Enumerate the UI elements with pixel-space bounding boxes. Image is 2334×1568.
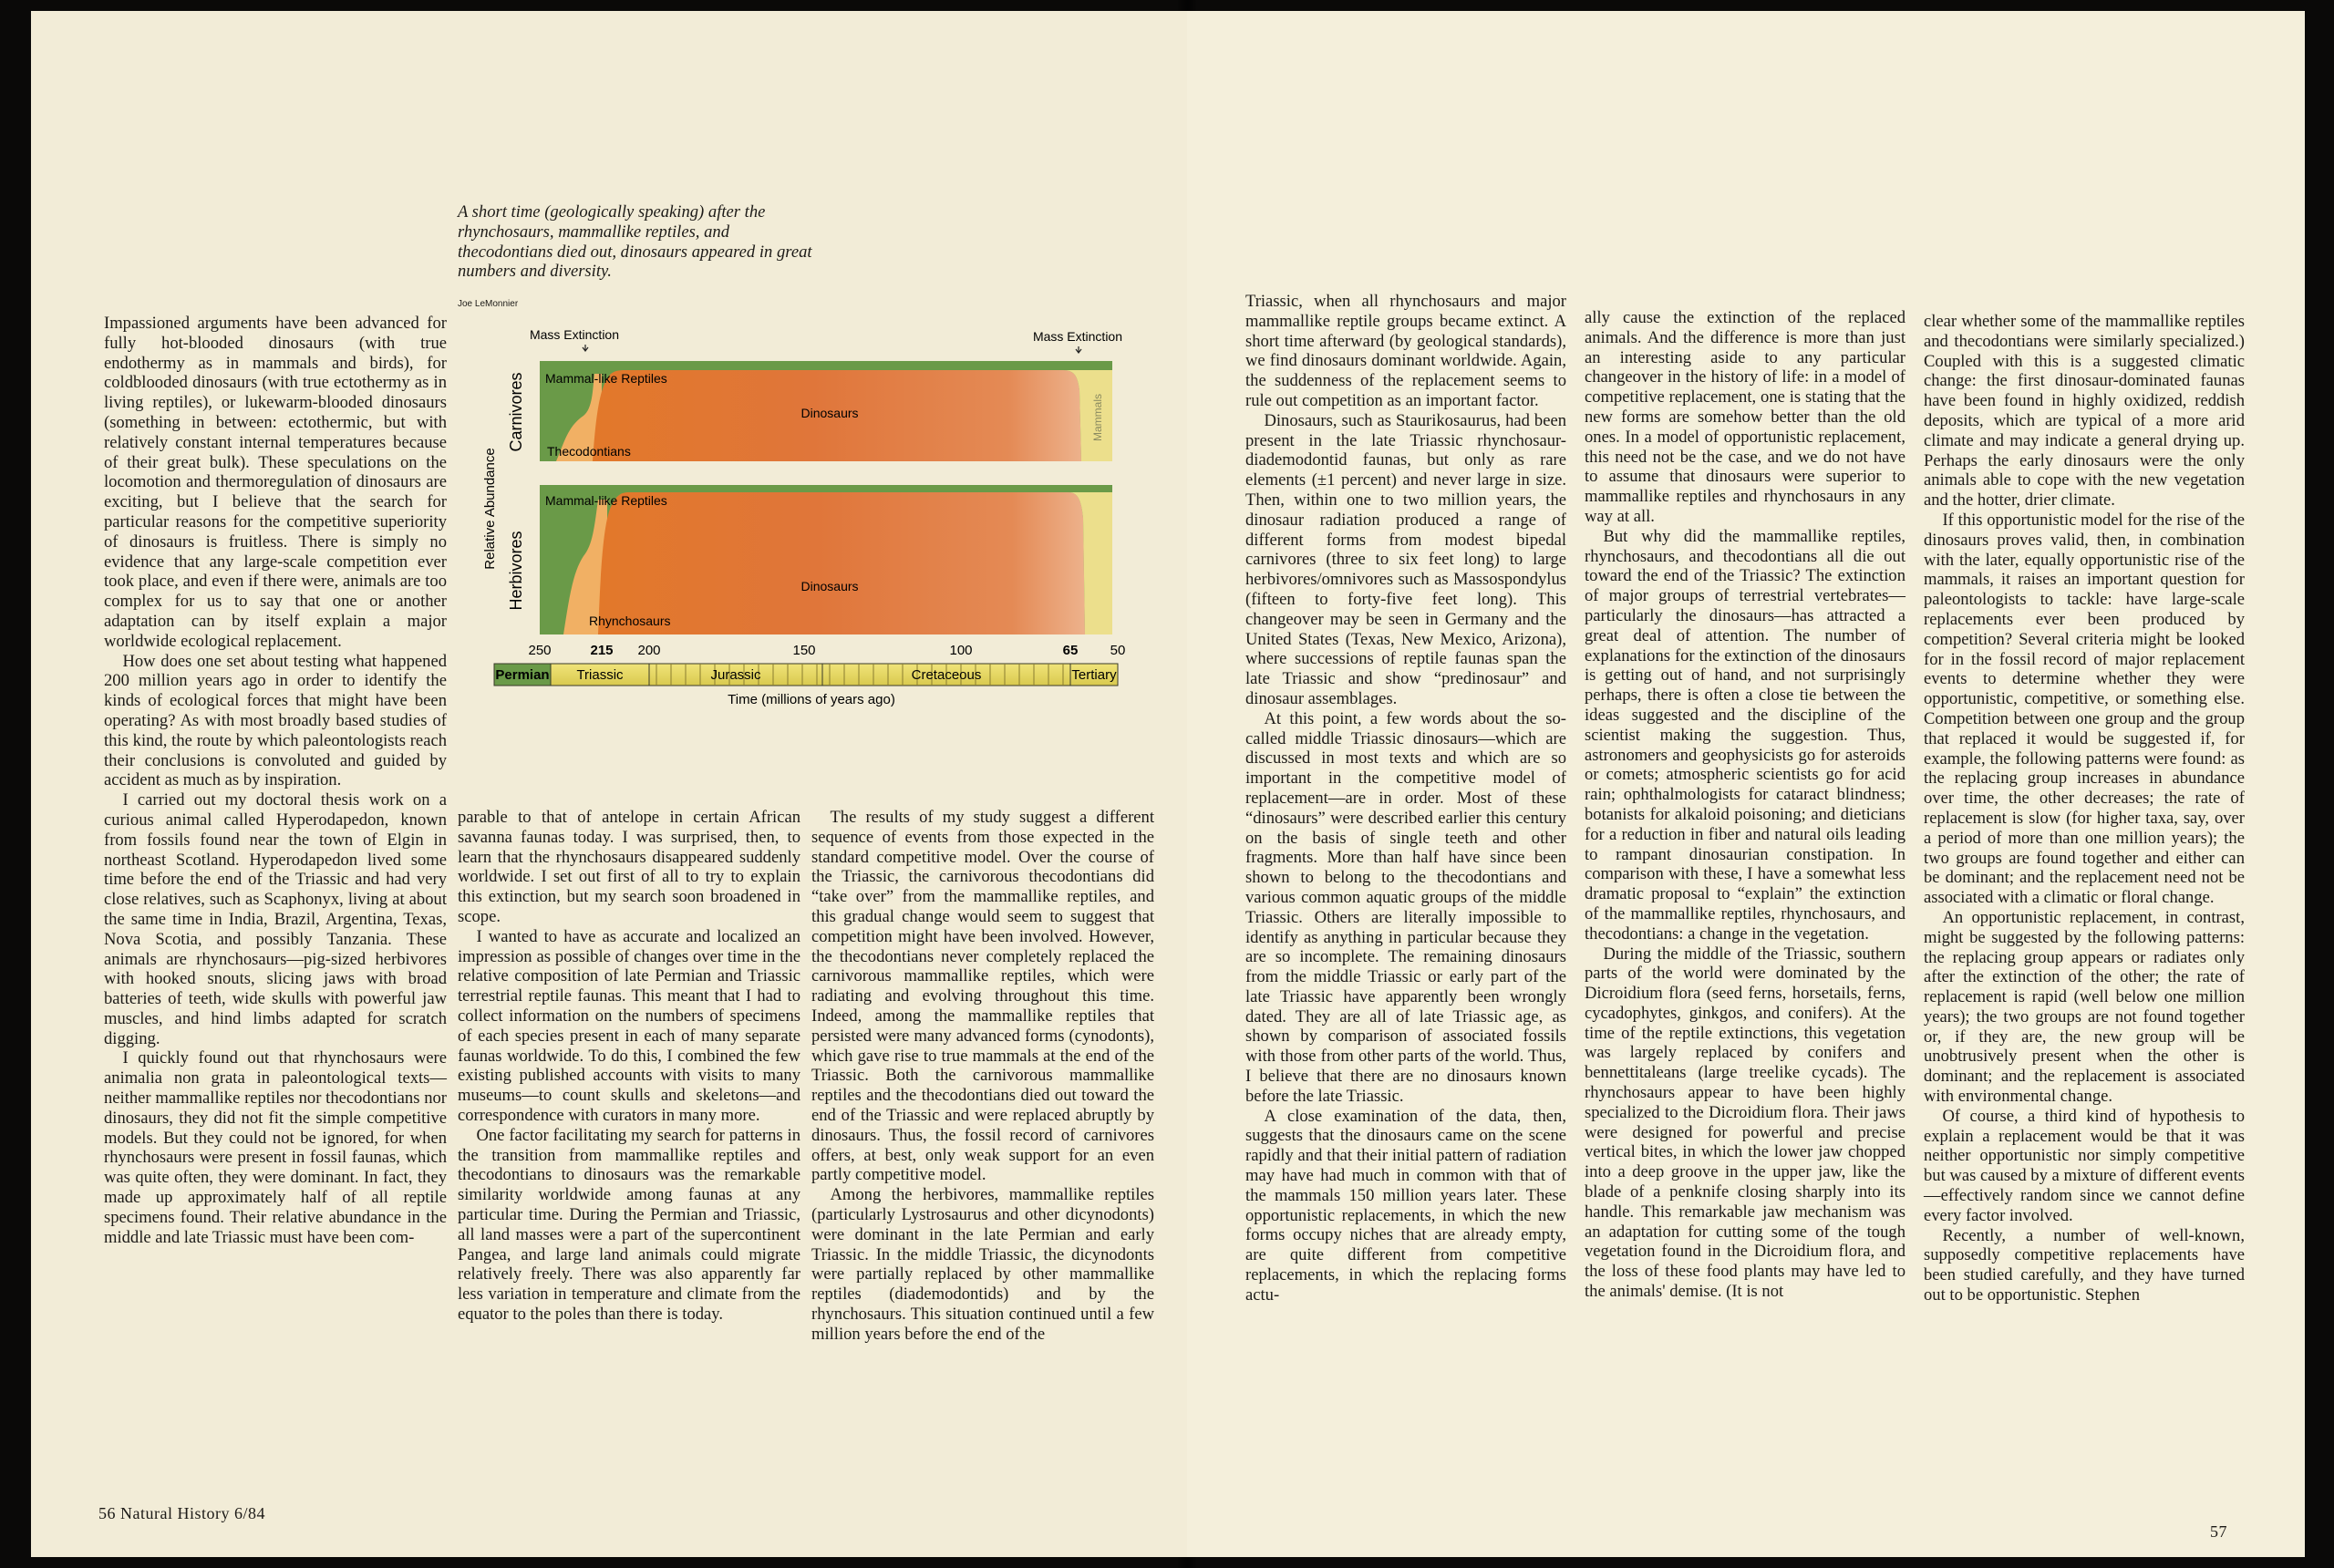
left-column-1	[104, 314, 447, 1247]
herbivores-dinosaurs-area	[598, 492, 1085, 634]
paragraph: Triassic, when all rhynchosaurs and major mammallike reptile groups became extinct. A short time afterward (by geological standards), we find dinosaurs dominant worldwide. Again, the suddenness of the replacement seems to rule out competition as an important factor.	[1245, 292, 1566, 410]
right-column-1	[1245, 292, 1566, 1305]
herbivores-label-dinosaurs: Dinosaurs	[800, 579, 859, 593]
paragraph: ally cause the extinction of the replaced animals. And the difference is more than just an interesting aside to any particular changeover in the history of life: in a model of competitive replacement, one is stating that the new forms are somehow better than the old ones. In a model of opportunistic replacement, this need not be the case, and we do not have to assume that dinosaurs were superior to mammallike reptiles and rhynchosaurs in any way at all.	[1585, 308, 1905, 526]
folio-left: 56 Natural History 6/84	[98, 1504, 265, 1522]
left-column-2	[458, 808, 800, 1325]
paragraph: Impassioned arguments have been advanced for fully hot-blooded dinosaurs (with true endothermy as in mammals and birds), for coldblooded dinosaurs (with true ectothermy as in living reptiles), or lukewarm-blooded dinosaurs (something in between: ectothermic, but with relatively constant internal temperatures because of their great bulk). These speculations on the locomotion and thermoregulation of dinosaurs are exciting, but I believe that the search for particular reasons for the competitive superiority of dinosaurs is fruitless. There is simply no evidence that any large-scale competition ever took place, and even if there were, animals are too complex for us to say that one or another adaptation can by itself explain a major worldwide ecological replacement.	[104, 314, 447, 651]
y-axis-label: Relative Abundance	[482, 448, 498, 570]
herbivores-label-rhynchosaurs: Rhynchosaurs	[589, 614, 671, 628]
paragraph: I carried out my doctoral thesis work on a curious animal called Hyperodapedon, known from fossils found near the town of Elgin in northeast Scotland. Hyperodapedon lived some time before the end of the Triassic and had very close relatives, such as Scaphonyx, living at about the same time in India, Brazil, Argentina, Texas, Nova Scotia, and possibly Tanzania. These animals are rhynchosaurs—pig-sized herbivores with hooked snouts, slicing jaws with broad batteries of teeth, wide skulls with powerful jaw muscles, and hind limbs adapted for scratch digging.	[104, 790, 447, 1048]
carnivores-panel	[540, 361, 1112, 461]
paragraph: parable to that of antelope in certain African savanna faunas today. I was surprised, then, to learn that the rhynchosaurs disappeared suddenly worldwide. I set out first of all to try to explain this extinction, but my search soon broadened in scope.	[458, 808, 800, 926]
mass-extinction-arrow-2	[1076, 346, 1081, 353]
panel-label-herbivores: Herbivores	[507, 531, 525, 611]
carnivores-label-thecodontians: Thecodontians	[547, 444, 631, 459]
tick-150: 150	[792, 643, 816, 658]
paragraph: Recently, a number of well-known, supposedly competitive replacements have been studied carefully, and they have turned out to be opportunistic. Stephen	[1924, 1225, 2245, 1305]
right-column-2	[1585, 308, 1905, 1302]
paragraph: Dinosaurs, such as Staurikosaurus, had been present in the late Triassic rhynchosaur-diademodontid faunas, but only as rare elements (±1 percent) and never large in size. Then, within one to two million years, the dinosaur radiation produced a range of different forms from modest bipedal carnivores (three to six feet long) to large herbivores/omnivores such as Massospondylus (fifteen to forty-five feet long). This changeover may be seen in Germany and the United States (Texas, New Mexico, Arizona), where successions of reptile faunas span the late Triassic and show “predinosaur” and dinosaur assemblages.	[1245, 410, 1566, 708]
paragraph: clear whether some of the mammallike reptiles and thecodontians were similarly specialized.) Coupled with this is a suggested climatic change: the first dinosaur-dominated faunas have been found in highly oxidized, reddish deposits, which are typical of a more arid climate and may indicate a general drying up. Perhaps the early dinosaurs were the only animals able to cope with the new vegetation and the hotter, drier climate.	[1924, 312, 2245, 511]
period-label-permian: Permian	[495, 667, 550, 683]
paragraph: During the middle of the Triassic, southern parts of the world were dominated by the Dicroidium flora (seed ferns, horsetails, ferns, cycadophytes, ginkgos, and conifers). At the time of the reptile extinctions, this vegetation was largely replaced by conifers and bennettitaleans (large treelike cycads). The rhynchosaurs appear to have been highly specialized to the Dicroidium flora. Their jaws were designed for powerful and precise vertical bites, in which the lower jaw chopped into a deep groove in the upper jaw, like the blade of a penknife closing sharply into its handle. This remarkable jaw mechanism was an adaptation for cutting some of the tough vegetation found in the Dicroidium flora, and the loss of these food plants may have led to the animals' demise. (It is not	[1585, 944, 1905, 1302]
paragraph: But why did the mammallike reptiles, rhynchosaurs, and thecodontians all die out toward the end of the Triassic? The extinction of major groups of terrestrial vertebrates—particularly the dinosaurs—has attracted a great deal of attention. The number of explanations for the extinction of the dinosaurs is getting out of hand, and not surprisingly perhaps, there is often a close tie between the ideas suggested and the discipline of the scientist making the suggestion. Thus, astronomers and geophysicists go for asteroids or comets; atmospheric scientists go for acid rain; ophthalmologists for cataract blindness; botanists for alkaloid poisoning; and dieticians for a reduction in fiber and natural oils leading to rampant dinosaurian constipation. In comparison with these, I have a somewhat less dramatic proposal to “explain” the extinction of the mammallike reptiles, rhynchosaurs, and thecodontians: a change in the vegetation.	[1585, 526, 1905, 944]
tick-200: 200	[637, 643, 661, 658]
tick-50: 50	[1110, 643, 1126, 658]
paragraph: How does one set about testing what happened 200 million years ago in order to identify the kinds of ecological forces that might have been operating? As with most broadly based studies of this kind, the route by which paleontologists reach their conclusions is convoluted and guided by accident as much as by inspiration.	[104, 651, 447, 790]
figure-caption: A short time (geologically speaking) after the rhynchosaurs, mammallike reptiles, and thecodontians died out, dinosaurs appeared in great numbers and diversity.	[458, 202, 812, 282]
paragraph: I wanted to have as accurate and localized an impression as possible of changes over time in the relative composition of late Permian and Triassic terrestrial reptile faunas. This meant that I had to collect information on the numbers of specimens of each species present in each of many separate faunas worldwide. To do this, I combined the few existing published accounts with visits to many museums—to count skulls and skeletons—and correspondence with curators in many more.	[458, 926, 800, 1125]
right-page	[1187, 11, 2305, 1557]
paragraph: If this opportunistic model for the rise of the dinosaurs proves valid, then, in combination with the later, equally opportunistic rise of the mammals, it raises an important question for paleontologists to tackle: have large-scale replacements ever been produced by competition? Several criteria might be looked for in the fossil record of major replacement events to determine whether they were opportunistic, competitive, or something else. Competition between one group and the group that replaced it would be suggested if, for example, the following patterns were found: as the replacing group increases in abundance over time, the other decreases; the rate of replacement is slow (for higher taxa, say, over a period of more than one million years); the two groups are found together and either can be dominant; and the replacement need not be associated with a climatic or floral change.	[1924, 510, 2245, 908]
tick-65: 65	[1062, 643, 1079, 658]
period-label-cretaceous: Cretaceous	[911, 667, 982, 683]
tick-250: 250	[528, 643, 552, 658]
mass-extinction-label-1: Mass Extinction	[529, 327, 620, 342]
herbivores-panel	[540, 485, 1112, 634]
abundance-chart	[447, 317, 1158, 810]
left-column-3	[811, 808, 1154, 1345]
period-label-tertiary: Tertiary	[1071, 667, 1117, 683]
left-page	[31, 11, 1187, 1557]
panel-label-carnivores: Carnivores	[507, 372, 525, 452]
carnivores-label-mammals: Mammals	[1091, 393, 1104, 442]
paragraph: At this point, a few words about the so-called middle Triassic dinosaurs—which are discussed in most texts and which are so important in the competitive model of replacement—are in order. Most of these “dinosaurs” were described earlier this century on the basis of single teeth and other fragments. More than half have since been shown to belong to the thecodontians and various common aquatic groups of the middle Triassic. Others are literally impossible to identify as anything in particular because they are so incomplete. The remaining dinosaurs from the middle Triassic or early part of the late Triassic have apparently been wrongly dated. They are all of late Triassic age, as shown by comparison of associated fossils with those from other parts of the world. Thus, I believe that there are no dinosaurs known before the late Triassic.	[1245, 708, 1566, 1106]
paragraph: A close examination of the data, then, suggests that the dinosaurs came on the scene rapidly and that their initial pattern of radiation may have had much in common with that of the mammals 150 million years later. These opportunistic replacements, in which the new forms occupy niches that are already empty, are quite different from competitive replacements, in which the replacing forms actu-	[1245, 1106, 1566, 1305]
paragraph: Of course, a third kind of hypothesis to explain a replacement would be that it was neither opportunistic nor simply competitive but was caused by a mixture of different events—effectively random since we cannot define every factor involved.	[1924, 1106, 2245, 1225]
carnivores-label-dinosaurs: Dinosaurs	[800, 406, 859, 420]
mass-extinction-arrow-1	[583, 345, 588, 351]
paragraph: Among the herbivores, mammallike reptiles (particularly Lystrosaurus and other dicynodonts) were dominant in the late Permian and early Triassic. In the middle Triassic, the dicynodonts were partially replaced by other mammallike reptiles (diademodontids) and by the rhynchosaurs. This situation continued until a few million years before the end of the	[811, 1185, 1154, 1344]
period-label-jurassic: Jurassic	[710, 667, 761, 683]
time-axis	[528, 643, 1125, 658]
paragraph: The results of my study suggest a different sequence of events from those expected in the standard competitive model. Over the course of the Triassic, the carnivorous thecodontians did “take over” from the mammallike reptiles, and this gradual change would seem to suggest that competition might have been involved. However, the thecodontians never completely replaced the carnivorous mammallike reptiles, which were radiating and evolving throughout this time. Indeed, among the mammallike reptiles that persisted were many advanced forms (cynodonts), which gave rise to true mammals at the end of the Triassic. Both the carnivorous mammallike reptiles and the thecodontians died out toward the end of the Triassic and were replaced abruptly by dinosaurs. Thus, the fossil record of carnivores offers, at best, only weak support for an even partly competitive model.	[811, 808, 1154, 1185]
mass-extinction-label-2: Mass Extinction	[1032, 329, 1123, 344]
period-label-triassic: Triassic	[576, 667, 624, 683]
paragraph: One factor facilitating my search for patterns in the transition from mammallike reptiles and thecodontians to dinosaurs was the remarkable similarity worldwide among faunas at any particular time. During the Permian and Triassic, all land masses were a part of the supercontinent Pangea, and large land animals could migrate relatively freely. There was also apparently far less variation in temperature and climate from the equator to the poles than there is today.	[458, 1125, 800, 1324]
figure-credit: Joe LeMonnier	[458, 299, 519, 309]
tick-100: 100	[949, 643, 973, 658]
folio-right: 57	[2210, 1522, 2227, 1541]
x-axis-label: Time (millions of years ago)	[728, 692, 895, 707]
right-column-3	[1924, 312, 2245, 1305]
period-bar	[494, 664, 1118, 686]
herbivores-label-mammal-like-reptiles: Mammal-like Reptiles	[545, 493, 667, 508]
paragraph: An opportunistic replacement, in contrast, might be suggested by the following patterns: the replacing group appears or radiates only after the extinction of the other; the rate of replacement is rapid (well below one million years); the two groups are not found together or, if they are, the new group will be unobtrusively present when the other is dominant; and the replacement is associated with environmental change.	[1924, 907, 2245, 1107]
carnivores-label-mammal-like-reptiles: Mammal-like Reptiles	[545, 371, 667, 386]
paragraph: I quickly found out that rhynchosaurs were animalia non grata in paleontological texts—neither mammallike reptiles nor thecodontians nor dinosaurs, they did not fit the simple competitive models. But they could not be ignored, for when rhynchosaurs were present in fossil faunas, which was quite often, they were dominant. In fact, they made up approximately half of all reptile specimens found. Their relative abundance in the middle and late Triassic must have been com-	[104, 1048, 447, 1247]
tick-215: 215	[590, 643, 614, 658]
